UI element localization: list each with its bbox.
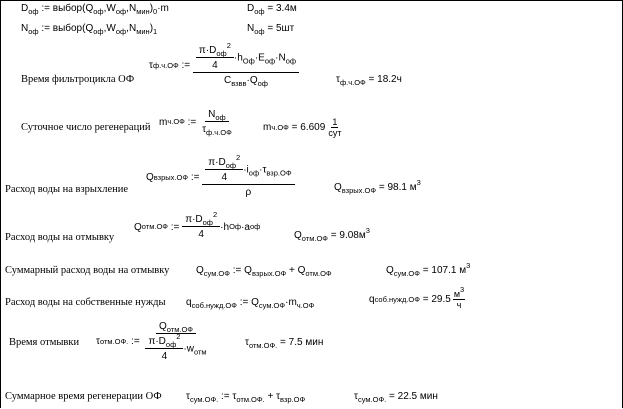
d-result: $D_{оф} = 3.4м$ — [247, 3, 297, 16]
rinse-water-formula[interactable]: Q отм.ОФ := $\frac{\pi\cdot D_{оф}^2}{4}$ ·h Оф ·a оф — [134, 210, 261, 240]
n-result: $N_{оф} = 5шт$ — [247, 23, 295, 36]
total-rinse-label: Суммарный расход воды на отмывку — [5, 265, 170, 276]
daily-regen-label: Суточное число регенераций — [21, 122, 151, 133]
filter-cycle-result: $\tau_{ф.ч.ОФ} = 18.2ч$ — [336, 74, 402, 87]
loosening-water-result: $Q_{взрых.ОФ} = 98.1$ $м^3$ — [334, 178, 421, 195]
daily-regen-result: m ч.ОФ = 6.609 $\frac{1}{\text{сут}}$ — [263, 117, 342, 138]
rinse-water-result: $Q_{отм.ОФ} = 9.08м^3$ — [294, 226, 370, 243]
rinse-water-label: Расход воды на отмывку — [5, 232, 115, 243]
total-rinse-result: $Q_{сум.ОФ} = 107.1$ $м^3$ — [386, 261, 471, 278]
rinse-time-formula[interactable]: τ отм.ОФ. := $Q_{отм.ОФ}$ $\frac{\pi\cdot D_{оф}^2}{4}$ $\cdot w_{отм}$ — [96, 321, 207, 362]
filter-cycle-formula[interactable]: τ ф.ч.ОФ := $\frac{\pi\cdot D_{оф}^2}{4}$ $\cdot h_{Оф}\cdot E_{оф}\cdot N_{оф}$ $C_{взвв}\cdot Q_{оф}$ — [149, 45, 299, 86]
d-definition[interactable]: $D_{оф}$ := $выбор(Q_{оф},W_{оф},N_{мин})_0\cdot m$ — [21, 3, 169, 16]
own-needs-label: Расход воды на собственные нужды — [5, 297, 166, 308]
loosening-water-label: Расход воды на взрыхление — [5, 184, 129, 195]
rinse-time-result: $\tau_{отм.ОФ.} = 7.5$ мин — [245, 337, 324, 350]
rinse-time-label: Время отмывки — [9, 337, 80, 348]
own-needs-result: q соб.нужд.ОФ = 29.5 $\frac{м^3}{ч}$ — [369, 285, 465, 310]
total-regen-time-result: $\tau_{сум.ОФ.} = 22.5$ мин — [354, 391, 438, 404]
total-regen-time-label: Суммарное время регенерации ОФ — [5, 391, 162, 402]
filter-cycle-label: Время фильтроцикла ОФ — [21, 74, 135, 85]
own-needs-formula[interactable]: $q_{соб.нужд.ОФ}$ := $Q_{сум.ОФ}\cdot m_{ч.ОФ}$ — [186, 297, 315, 310]
total-regen-time-formula[interactable]: $\tau_{сум.ОФ.}$ := $\tau_{отм.ОФ.} + \tau_{взр.ОФ}$ — [186, 391, 306, 404]
daily-regen-formula[interactable]: m ч.ОФ := $\frac{N_{оф}}{\tau_{ф.ч.ОФ}}$ — [159, 109, 232, 137]
loosening-water-formula[interactable]: Q взрых.ОФ := $\frac{\pi\cdot D_{оф}^2}{4}$ $\cdot i_{оф}\cdot\tau_{взр.ОФ}$ ρ — [146, 157, 295, 198]
total-rinse-formula[interactable]: $Q_{сум.ОФ}$ := $Q_{взрых.ОФ} + Q_{отм.ОФ}$ — [196, 265, 332, 278]
n-definition[interactable]: $N_{оф}$ := $выбор(Q_{оф},W_{оф},N_{мин})_1$ — [21, 23, 158, 36]
